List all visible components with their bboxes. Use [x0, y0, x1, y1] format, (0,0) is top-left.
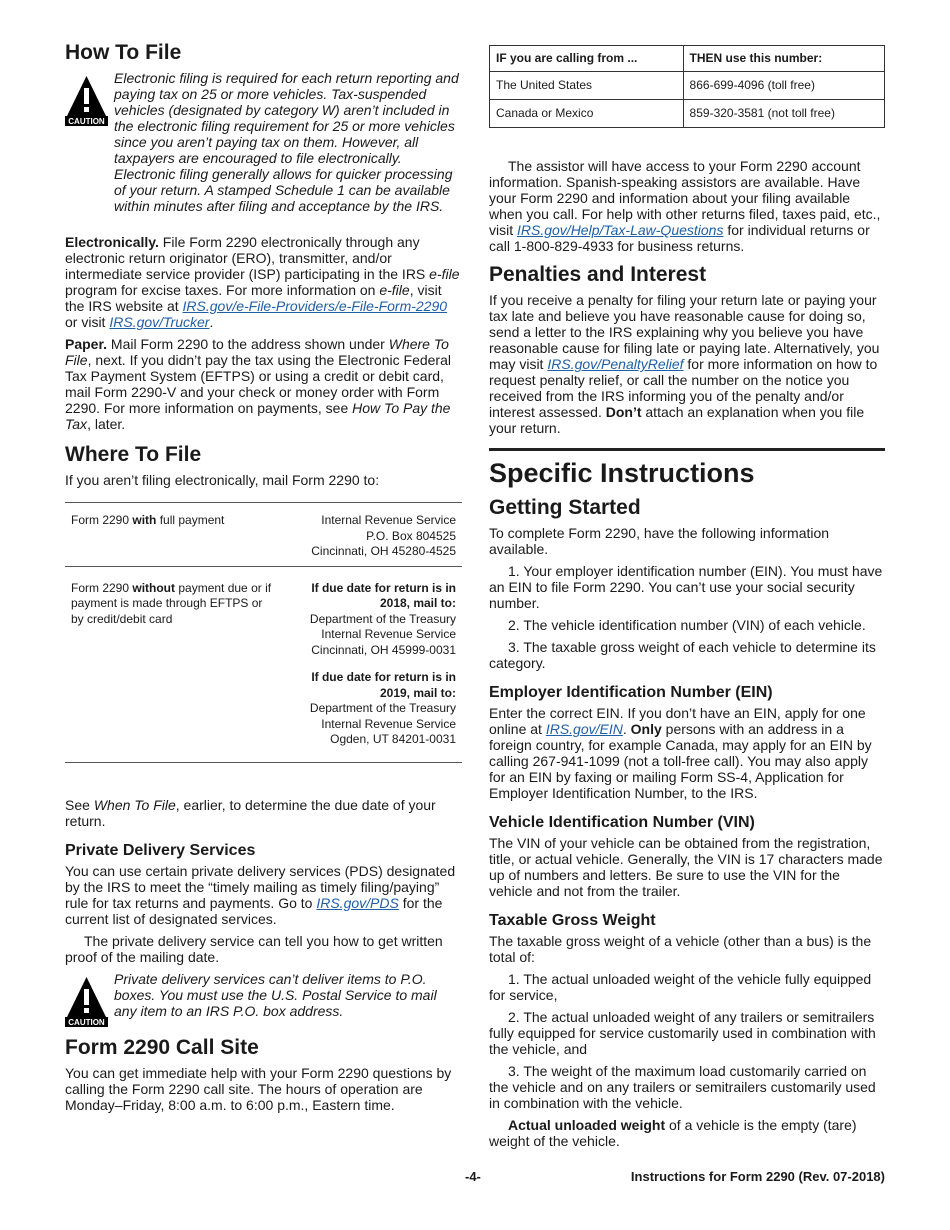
trucker-link[interactable]: IRS.gov/Trucker: [109, 314, 210, 330]
list-item: 3. The weight of the maximum load customarily carried on the vehicle and on any trailers or semitrailers customarily used in combination with the vehicle.: [489, 1063, 876, 1111]
caution-box-pds: [65, 971, 462, 1027]
pds-heading: Private Delivery Services: [65, 841, 256, 859]
vin-heading: Vehicle Identification Number (VIN): [489, 814, 755, 831]
pds-link[interactable]: IRS.gov/PDS: [316, 894, 399, 911]
penalties-heading: Penalties and Interest: [489, 263, 707, 286]
call-site-table: [489, 45, 885, 128]
table-cell: Canada or Mexico: [490, 100, 684, 128]
column-header: THEN use this number:: [683, 46, 884, 72]
caution-icon: [65, 975, 108, 1027]
svg-text:CAUTION: CAUTION: [68, 1017, 105, 1027]
getting-started-intro: To complete Form 2290, have the following information available.: [489, 525, 830, 557]
vin-paragraph: The VIN of your vehicle can be obtained from the registration, title, or actual vehicle. Generally, the VIN is 17 characters made up of numbers and letters. Be sure to use the VIN for the vehicle and not from the trailer.: [489, 835, 883, 899]
list-item: 1. The actual unloaded weight of the vehicle fully equipped for service,: [489, 971, 872, 1003]
efile-providers-link[interactable]: IRS.gov/e-File-Providers/e-File-Form-2290: [182, 298, 448, 314]
pds-paragraph: You can use certain private delivery services (PDS) designated by the IRS to meet the “timely mailing as timely filing/paying” rule for tax returns and payments. Go to IRS.gov/PDS for the current list of designated services.: [65, 862, 456, 927]
mailing-address-table: [65, 502, 462, 763]
table-cell: 859-320-3581 (not toll free): [683, 100, 884, 128]
row-with-payment-address: Internal Revenue Service P.O. Box 804525 Cincinnati, OH 45280-4525: [311, 513, 456, 558]
penalties-paragraph: If you receive a penalty for filing your return late or paying your tax late and believe you have reasonable cause for doing so, send a letter to the IRS explaining why you believe you have reasonable cause for filing late or paying late. Alternatively, you may visit IRS.gov/PenaltyRelief for more information on how to request penalty relief, or call the number on the notice you received from the IRS informing you of the penalty and/or interest assessed. Don’t attach an explanation when you file your return.: [489, 292, 880, 436]
ein-heading: Employer Identification Number (EIN): [489, 684, 773, 701]
call-site-heading: Form 2290 Call Site: [65, 1035, 259, 1059]
pds-proof-paragraph: The private delivery service can tell you how to get written proof of the mailing date.: [65, 932, 443, 965]
table-row: [490, 72, 885, 100]
tax-law-questions-link[interactable]: IRS.gov/Help/Tax-Law-Questions: [517, 222, 724, 238]
page-number: -4-: [465, 1169, 481, 1184]
row-without-payment-label: Form 2290 without payment due or if payment is made through EFTPS or by credit/debit card: [65, 566, 271, 762]
right-column: [489, 45, 885, 1155]
row-with-payment-label: Form 2290 with full payment: [71, 513, 225, 527]
caution-icon: [65, 74, 108, 126]
table-cell: 866-699-4096 (toll free): [683, 72, 884, 100]
table-cell: The United States: [490, 72, 684, 100]
list-item: 1. Your employer identification number (EIN). You must have an EIN to file Form 2290. You can’t use your social security number.: [489, 563, 883, 611]
left-column: [65, 40, 462, 1119]
caution-text-pds: Private delivery services can’t deliver items to P.O. boxes. You must use the U.S. Postal Service to mail any item to an IRS P.O. box address.: [114, 970, 437, 1019]
assistor-paragraph: The assistor will have access to your Form 2290 account information. Spanish-speaking assistors are available. Have your Form 2290 and information about your filing available when you call. For help with other returns filed, taxes paid, etc., visit IRS.gov/Help/Tax-Law-Questions for individual returns or call 1-800-829-4933 for business returns.: [489, 158, 881, 254]
caution-box-efile: [65, 70, 462, 220]
table-row: [65, 503, 462, 567]
specific-instructions-heading: Specific Instructions: [489, 458, 755, 488]
column-header: IF you are calling from ...: [490, 46, 684, 72]
paper-paragraph: Paper. Mail Form 2290 to the address shown under Where To File, next. If you didn’t pay the tax using the Electronic Federal Tax Payment System (EFTPS) or using a credit or debit card, mail Form 2290-V and your check or money order with Form 2290. For more information on payments, see How To Pay the Tax, later.: [65, 336, 451, 432]
section-divider: [489, 448, 885, 451]
how-to-file-heading: How To File: [65, 41, 182, 64]
ein-paragraph: Enter the correct EIN. If you don’t have an EIN, apply for one online at IRS.gov/EIN. Only persons with an address in a foreign country, for example Canada, may apply for an EIN by calling 267-941-1099 (not a toll-free call). You may also apply for an EIN by faxing or mailing Form SS-4, Application for Employer Identification Number, to the IRS.: [489, 705, 872, 801]
table-row: [490, 100, 885, 128]
list-item: 2. The actual unloaded weight of any trailers or semitrailers fully equipped for service customarily used in combination with the vehicle, and: [489, 1009, 876, 1057]
tgw-intro: The taxable gross weight of a vehicle (other than a bus) is the total of:: [489, 933, 872, 965]
table-header-row: [490, 46, 885, 72]
penalty-relief-link[interactable]: IRS.gov/PenaltyRelief: [547, 356, 684, 372]
electronically-paragraph: Electronically. File Form 2290 electronically through any electronic return originator (ERO), transmitter, and/or intermediate service provider (ISP) participating in the IRS e-file program for excise taxes. For more information on e-file, visit the IRS website at IRS.gov/e-File-Providers/e-File-Form-2290 or visit IRS.gov/Trucker.: [65, 234, 460, 330]
table-row: [65, 566, 462, 762]
caution-text-efile: Electronic filing is required for each return reporting and paying tax on 25 or more vehicles. Tax-suspended vehicles (designated by category W) aren’t included in the electronic filing requirement for 25 or more vehicles since you aren’t paying tax on them. However, all taxpayers are encouraged to file electronically. Electronic filing generally allows for quicker processing of your return. A stamped Schedule 1 can be available within minutes after filing and acceptance by the IRS.: [114, 70, 459, 214]
document-title: Instructions for Form 2290 (Rev. 07-2018): [630, 1169, 885, 1184]
see-when-to-file: See When To File, earlier, to determine the due date of your return.: [65, 796, 436, 829]
getting-started-heading: Getting Started: [489, 496, 641, 519]
list-item: 3. The taxable gross weight of each vehicle to determine its category.: [489, 639, 876, 671]
call-site-paragraph: You can get immediate help with your Form 2290 questions by calling the Form 2290 call site. The hours of operation are Monday–Friday, 8:00 a.m. to 6:00 p.m., Eastern time.: [65, 1064, 452, 1113]
svg-text:CAUTION: CAUTION: [68, 117, 105, 126]
row-without-payment-address: If due date for return is in 2018, mail to: Department of the Treasury Internal Revenue Service Cincinnati, OH 45999-0031 If due date for return is in 2019, mail to: Department of the Treasury Internal Revenue Service Ogden, UT 84201-0031: [271, 566, 462, 762]
tgw-heading: Taxable Gross Weight: [489, 912, 656, 929]
where-to-file-intro: If you aren’t filing electronically, mail Form 2290 to:: [65, 472, 380, 488]
list-item: 2. The vehicle identification number (VIN) of each vehicle.: [508, 617, 866, 633]
actual-unloaded-weight-paragraph: Actual unloaded weight of a vehicle is the empty (tare) weight of the vehicle.: [489, 1117, 857, 1149]
ein-link[interactable]: IRS.gov/EIN: [545, 721, 623, 737]
where-to-file-heading: Where To File: [65, 443, 202, 466]
